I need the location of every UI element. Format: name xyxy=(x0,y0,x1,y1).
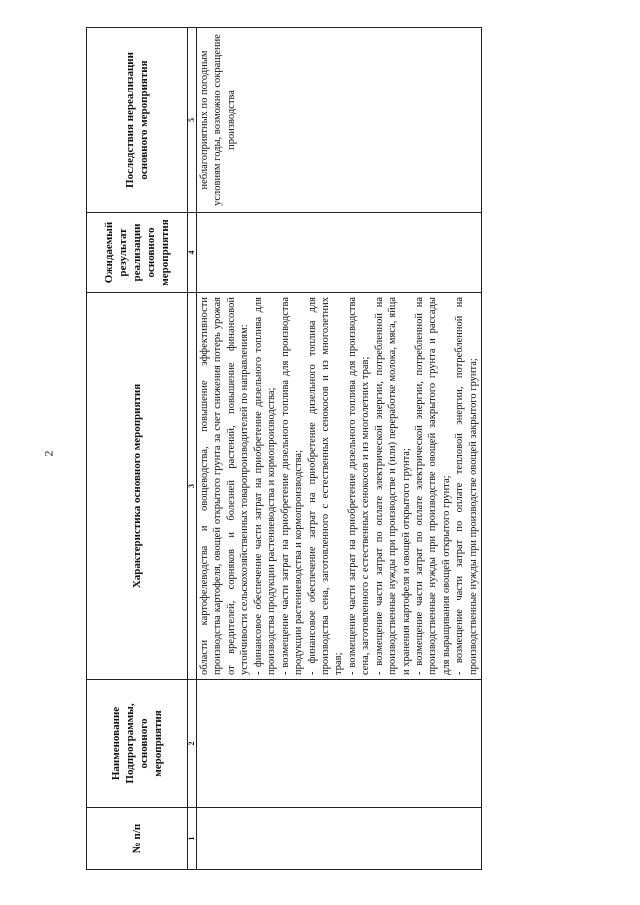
characteristic-paragraph: - возмещение части затрат по оплате электрической энергии, потребленной на производственные нужды при производстве и (или) переработке молока, мяса, яйца и хранения картофеля и овощей открытого грунта; xyxy=(373,297,412,675)
page-number: 2 xyxy=(41,450,56,457)
header-row xyxy=(87,28,188,870)
header-name: Наименование Подпрограммы, основного мероприятия xyxy=(87,680,188,808)
column-number: 5 xyxy=(188,28,197,213)
header-number: № п/п xyxy=(87,808,188,870)
characteristic-paragraph: - возмещение части затрат на приобретение дизельного топлива для производства продукции растениеводства и кормопроизводства; xyxy=(279,297,305,675)
characteristic-paragraph: - финансовое обеспечение затрат на приобретение дизельного топлива для производства сена, заготовленного с естественных сенокосов и из многолетних трав; xyxy=(306,297,345,675)
characteristic-paragraph: - возмещение части затрат по оплате электрической энергии, потребленной на производственные нужды при производстве овощей закрытого грунта и рассады для выращивания овощей открытого грунта; xyxy=(414,297,452,675)
characteristic-paragraph: - возмещение части затрат на приобретение дизельного топлива для производства сена, заготовленного с естественных сенокосов и из многолетних трав; xyxy=(346,297,372,675)
characteristic-paragraph: - возмещение части затрат по оплате тепловой энергии, потребленной на производственные нужды при производстве овощей закрытого грунта; xyxy=(454,297,479,675)
table-wrapper xyxy=(86,28,640,870)
cell-name xyxy=(197,680,482,808)
column-number-row xyxy=(188,28,197,870)
column-number: 1 xyxy=(188,808,197,870)
cell-expected-result xyxy=(197,213,482,293)
rotated-page-area xyxy=(86,28,640,870)
table-row xyxy=(197,28,482,870)
measures-table xyxy=(86,27,482,870)
cell-characteristic xyxy=(197,293,482,680)
cell-number xyxy=(197,808,482,870)
characteristic-paragraph: области картофелеводства и овощеводства, повышение эффективности производства картофеля, овощей открытого грунта за счет снижения потерь урожая от вредителей, сорняков и болезней растений, повышение финансовой устойчивости сельскохозяйственных товаропроизводителей по направлениям: xyxy=(199,297,251,675)
cell-consequences: неблагоприятных по погодным условиям годы, возможно сокращение производства xyxy=(197,28,482,213)
column-number: 2 xyxy=(188,680,197,808)
column-number: 3 xyxy=(188,293,197,680)
characteristic-paragraph: - финансовое обеспечение части затрат на приобретение дизельного топлива для производства продукции растениеводства и кормопроизводства; xyxy=(252,297,278,675)
header-expected-result: Ожидаемый результат реализации основного мероприятия xyxy=(87,213,188,293)
header-characteristic: Характеристика основного мероприятия xyxy=(87,293,188,680)
column-number: 4 xyxy=(188,213,197,293)
header-consequences: Последствия нереализации основного мероприятия xyxy=(87,28,188,213)
